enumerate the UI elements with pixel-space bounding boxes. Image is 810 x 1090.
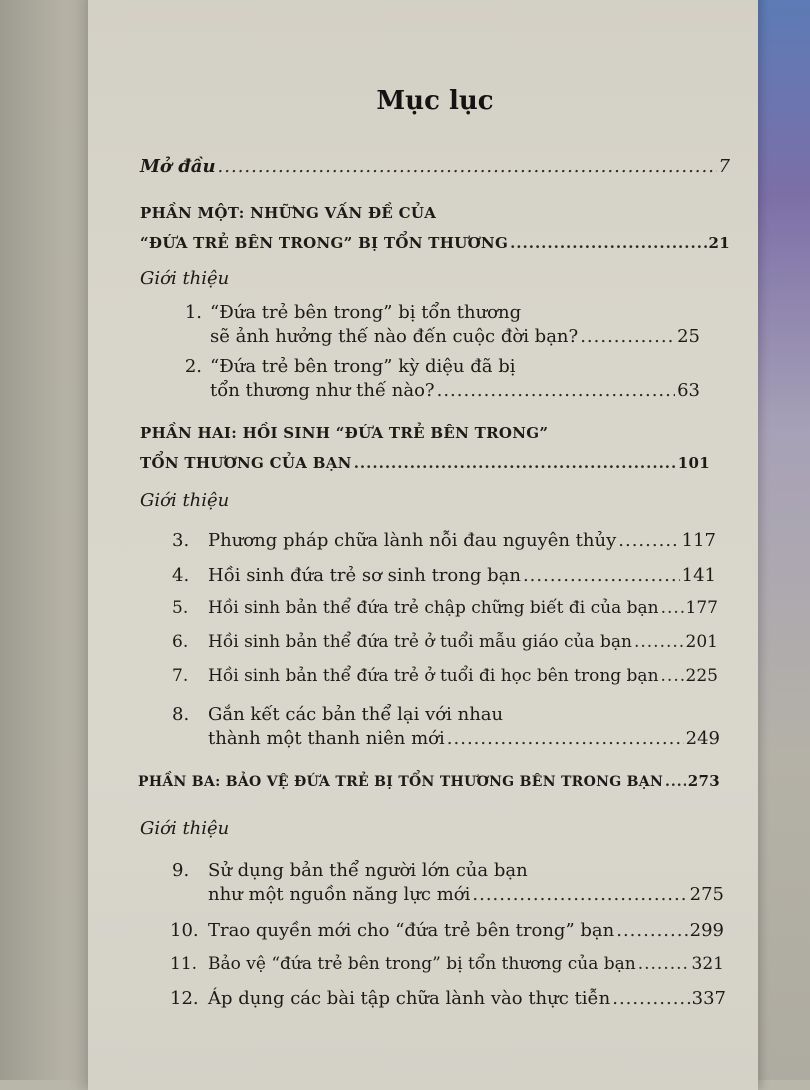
chapter-number: 10. xyxy=(170,920,199,941)
chapter-page: 275 xyxy=(689,884,724,905)
chapter-title: Hồi sinh bản thể đứa trẻ ở tuổi đi học bên trong bạn xyxy=(208,666,659,686)
chapter-number: 5. xyxy=(172,598,189,618)
leader-dots xyxy=(616,920,687,941)
part-one-heading-line1: PHẦN MỘT: NHỮNG VẤN ĐỀ CỦA xyxy=(140,204,437,222)
leader-dots xyxy=(580,326,675,347)
leader-dots xyxy=(618,530,679,551)
part-page: 21 xyxy=(708,234,730,252)
toc-chapter-10 xyxy=(170,920,724,941)
chapter-title: Bảo vệ “đứa trẻ bên trong” bị tổn thương của bạn xyxy=(208,954,636,974)
chapter-title: Hồi sinh bản thể đứa trẻ ở tuổi mẫu giáo của bạn xyxy=(208,632,632,652)
chapter-title-line2: thành một thanh niên mới xyxy=(208,728,445,749)
leader-dots xyxy=(218,156,717,177)
chapter-page: 299 xyxy=(689,920,724,941)
chapter-title: Áp dụng các bài tập chữa lành vào thực tiễn xyxy=(208,988,611,1009)
leader-dots xyxy=(634,632,684,652)
toc-chapter-4 xyxy=(172,565,716,586)
leader-dots xyxy=(510,234,706,252)
chapter-number: 12. xyxy=(170,988,199,1009)
chapter-page: 337 xyxy=(691,988,726,1009)
leader-dots xyxy=(523,565,680,586)
toc-chapter-11 xyxy=(170,954,724,974)
part-title: PHẦN BA: BẢO VỆ ĐỨA TRẺ BỊ TỔN THƯƠNG BÊN TRONG BẠN xyxy=(138,774,664,790)
part-three-intro-label: Giới thiệu xyxy=(140,818,230,839)
chapter-title-line1: Gắn kết các bản thể lại với nhau xyxy=(208,704,504,725)
part-two-heading xyxy=(140,454,710,472)
toc-chapter-6 xyxy=(172,632,718,652)
toc-chapter-3 xyxy=(172,530,716,551)
chapter-title-line2: tổn thương như thế nào? xyxy=(210,380,435,401)
chapter-title-line2: sẽ ảnh hưởng thế nào đến cuộc đời bạn? xyxy=(210,326,579,347)
entry-title: Mở đầu xyxy=(140,156,216,177)
part-title: TỔN THƯƠNG CỦA BẠN xyxy=(140,454,352,472)
part-three-heading xyxy=(138,772,720,790)
chapter-number: 11. xyxy=(170,954,198,974)
toc-chapter-9-line2 xyxy=(208,884,724,905)
chapter-number: 3. xyxy=(172,530,190,551)
part-two-heading-line1: PHẦN HAI: HỒI SINH “ĐỨA TRẺ BÊN TRONG” xyxy=(140,424,549,442)
leader-dots xyxy=(447,728,684,749)
leader-dots xyxy=(354,454,676,472)
chapter-page: 225 xyxy=(685,666,718,686)
chapter-number: 4. xyxy=(172,565,190,586)
chapter-number: 7. xyxy=(172,666,189,686)
toc-chapter-7 xyxy=(172,666,718,686)
chapter-number: 6. xyxy=(172,632,189,652)
chapter-page: 141 xyxy=(681,565,716,586)
leader-dots xyxy=(638,954,690,974)
toc-chapter-2-line2 xyxy=(210,380,700,401)
chapter-title: Phương pháp chữa lành nỗi đau nguyên thủy xyxy=(208,530,617,551)
chapter-number: 8. xyxy=(172,704,190,725)
chapter-page: 177 xyxy=(685,598,718,618)
leader-dots xyxy=(437,380,676,401)
part-page: 273 xyxy=(687,772,720,790)
chapter-number: 2. xyxy=(184,356,202,377)
chapter-page: 117 xyxy=(681,530,716,551)
chapter-title: Hồi sinh đứa trẻ sơ sinh trong bạn xyxy=(208,565,521,586)
toc-chapter-8-line2 xyxy=(208,728,720,749)
chapter-title-line1: “Đứa trẻ bên trong” bị tổn thương xyxy=(210,302,522,323)
chapter-title-line2: như một nguồn năng lực mới xyxy=(208,884,471,905)
table-of-contents xyxy=(140,0,730,1080)
chapter-number: 9. xyxy=(172,860,190,881)
chapter-page: 63 xyxy=(677,380,700,401)
chapter-number: 1. xyxy=(184,302,202,323)
part-two-intro-label: Giới thiệu xyxy=(140,490,230,511)
leader-dots xyxy=(661,666,684,686)
leader-dots xyxy=(665,774,686,790)
entry-page: 7 xyxy=(718,156,730,177)
chapter-page: 249 xyxy=(685,728,720,749)
toc-entry-intro xyxy=(140,156,730,177)
part-one-intro-label: Giới thiệu xyxy=(140,268,230,289)
chapter-title: Hồi sinh bản thể đứa trẻ chập chững biết đi của bạn xyxy=(208,598,659,618)
toc-chapter-5 xyxy=(172,598,718,618)
leader-dots xyxy=(612,988,689,1009)
chapter-page: 25 xyxy=(677,326,700,347)
chapter-page: 201 xyxy=(685,632,718,652)
leader-dots xyxy=(472,884,687,905)
part-one-heading xyxy=(140,234,730,252)
leader-dots xyxy=(661,598,684,618)
chapter-title-line1: “Đứa trẻ bên trong” kỳ diệu đã bị xyxy=(210,356,516,377)
toc-chapter-1-line2 xyxy=(210,326,700,347)
chapter-title-line1: Sử dụng bản thể người lớn của bạn xyxy=(208,860,528,881)
part-title: “ĐỨA TRẺ BÊN TRONG” BỊ TỔN THƯƠNG xyxy=(140,234,509,252)
toc-chapter-12 xyxy=(170,988,726,1009)
part-page: 101 xyxy=(677,454,710,472)
chapter-page: 321 xyxy=(691,954,724,974)
page-title: Mục lục xyxy=(376,86,494,116)
chapter-title: Trao quyền mới cho “đứa trẻ bên trong” bạn xyxy=(208,920,615,941)
